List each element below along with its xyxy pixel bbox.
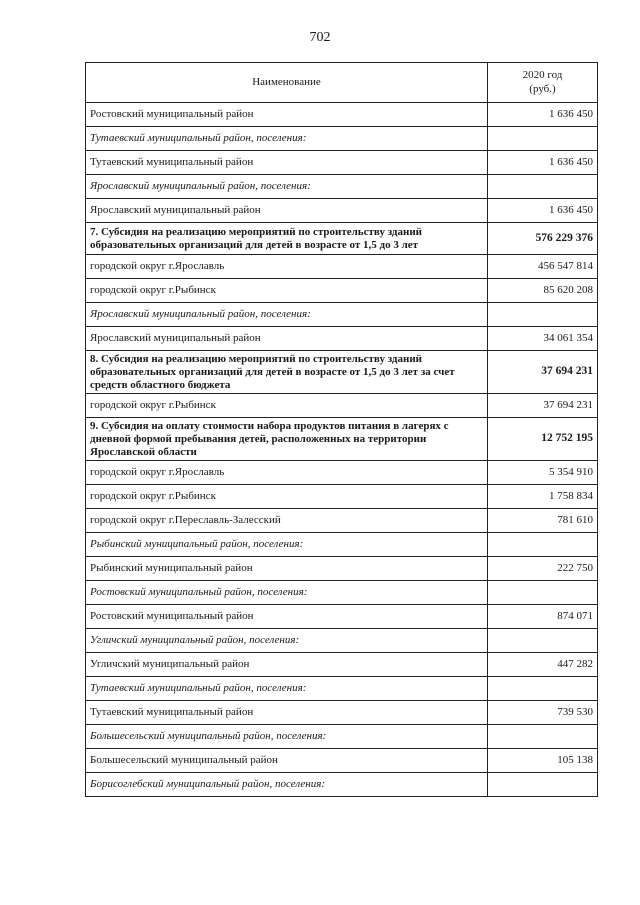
column-header-name: Наименование: [86, 63, 488, 103]
row-name: Ярославский муниципальный район: [86, 327, 488, 351]
row-name: 8. Субсидия на реализацию мероприятий по строительству зданий образовательных организаций для детей в возрасте от 1,5 до 3 лет за счет средств областного бюджета: [86, 351, 488, 394]
row-name: 7. Субсидия на реализацию мероприятий по строительству зданий образовательных организаций для детей в возрасте от 1,5 до 3 лет: [86, 223, 488, 255]
table-body: [86, 103, 598, 797]
row-name: Тутаевский муниципальный район, поселения:: [86, 677, 488, 701]
group-heading-row: [86, 629, 598, 653]
row-amount: 1 636 450: [488, 199, 598, 223]
row-amount: [488, 303, 598, 327]
row-name: Рыбинский муниципальный район, поселения:: [86, 533, 488, 557]
column-header-unit: (руб.): [529, 82, 556, 95]
table-row: [86, 653, 598, 677]
row-amount: 447 282: [488, 653, 598, 677]
group-heading-row: [86, 175, 598, 199]
row-amount: 781 610: [488, 509, 598, 533]
row-name: Ярославский муниципальный район: [86, 199, 488, 223]
table-row: [86, 199, 598, 223]
table-row: [86, 103, 598, 127]
row-name: Ростовский муниципальный район: [86, 103, 488, 127]
row-name: городской округ г.Ярославль: [86, 461, 488, 485]
column-header-amount: [488, 63, 598, 103]
row-amount: [488, 533, 598, 557]
row-name: Большесельский муниципальный район: [86, 749, 488, 773]
row-amount: 12 752 195: [488, 418, 598, 461]
row-amount: [488, 725, 598, 749]
group-heading-row: [86, 127, 598, 151]
row-amount: 456 547 814: [488, 255, 598, 279]
group-heading-row: [86, 303, 598, 327]
row-name: городской округ г.Ярославль: [86, 255, 488, 279]
column-header-year: 2020 год: [522, 69, 563, 81]
row-amount: [488, 629, 598, 653]
budget-table: [85, 62, 598, 797]
row-amount: 34 061 354: [488, 327, 598, 351]
row-amount: [488, 581, 598, 605]
section-row: [86, 351, 598, 394]
row-amount: 1 636 450: [488, 103, 598, 127]
table-row: [86, 279, 598, 303]
row-amount: 1 758 834: [488, 485, 598, 509]
table-row: [86, 394, 598, 418]
row-amount: 739 530: [488, 701, 598, 725]
row-name: Борисоглебский муниципальный район, поселения:: [86, 773, 488, 797]
row-amount: 874 071: [488, 605, 598, 629]
row-name: городской округ г.Рыбинск: [86, 394, 488, 418]
row-amount: [488, 127, 598, 151]
table-row: [86, 509, 598, 533]
row-amount: 105 138: [488, 749, 598, 773]
row-amount: 85 620 208: [488, 279, 598, 303]
row-name: Угличский муниципальный район: [86, 653, 488, 677]
table-row: [86, 605, 598, 629]
row-name: Рыбинский муниципальный район: [86, 557, 488, 581]
row-name: Ярославский муниципальный район, поселения:: [86, 175, 488, 199]
row-name: Тутаевский муниципальный район: [86, 151, 488, 175]
row-amount: 576 229 376: [488, 223, 598, 255]
row-name: городской округ г.Рыбинск: [86, 279, 488, 303]
row-amount: 222 750: [488, 557, 598, 581]
row-name: Ярославский муниципальный район, поселения:: [86, 303, 488, 327]
row-name: 9. Субсидия на оплату стоимости набора продуктов питания в лагерях с дневной формой пребывания детей, расположенных на территории Ярославской области: [86, 418, 488, 461]
table-row: [86, 327, 598, 351]
row-name: Тутаевский муниципальный район, поселения:: [86, 127, 488, 151]
table-row: [86, 151, 598, 175]
section-row: [86, 223, 598, 255]
group-heading-row: [86, 773, 598, 797]
row-name: Ростовский муниципальный район: [86, 605, 488, 629]
row-name: городской округ г.Переславль-Залесский: [86, 509, 488, 533]
row-name: Угличский муниципальный район, поселения:: [86, 629, 488, 653]
page-number: 702: [309, 30, 331, 45]
table-row: [86, 485, 598, 509]
row-amount: [488, 175, 598, 199]
row-amount: 5 354 910: [488, 461, 598, 485]
table-row: [86, 557, 598, 581]
table-row: [86, 255, 598, 279]
table-header-row: [86, 63, 598, 103]
group-heading-row: [86, 533, 598, 557]
row-name: Ростовский муниципальный район, поселения:: [86, 581, 488, 605]
table-row: [86, 749, 598, 773]
row-amount: 37 694 231: [488, 351, 598, 394]
row-amount: [488, 773, 598, 797]
table-row: [86, 461, 598, 485]
row-amount: [488, 677, 598, 701]
group-heading-row: [86, 725, 598, 749]
row-name: Тутаевский муниципальный район: [86, 701, 488, 725]
table-row: [86, 701, 598, 725]
section-row: [86, 418, 598, 461]
row-name: городской округ г.Рыбинск: [86, 485, 488, 509]
row-amount: 1 636 450: [488, 151, 598, 175]
row-amount: 37 694 231: [488, 394, 598, 418]
group-heading-row: [86, 677, 598, 701]
row-name: Большесельский муниципальный район, поселения:: [86, 725, 488, 749]
group-heading-row: [86, 581, 598, 605]
